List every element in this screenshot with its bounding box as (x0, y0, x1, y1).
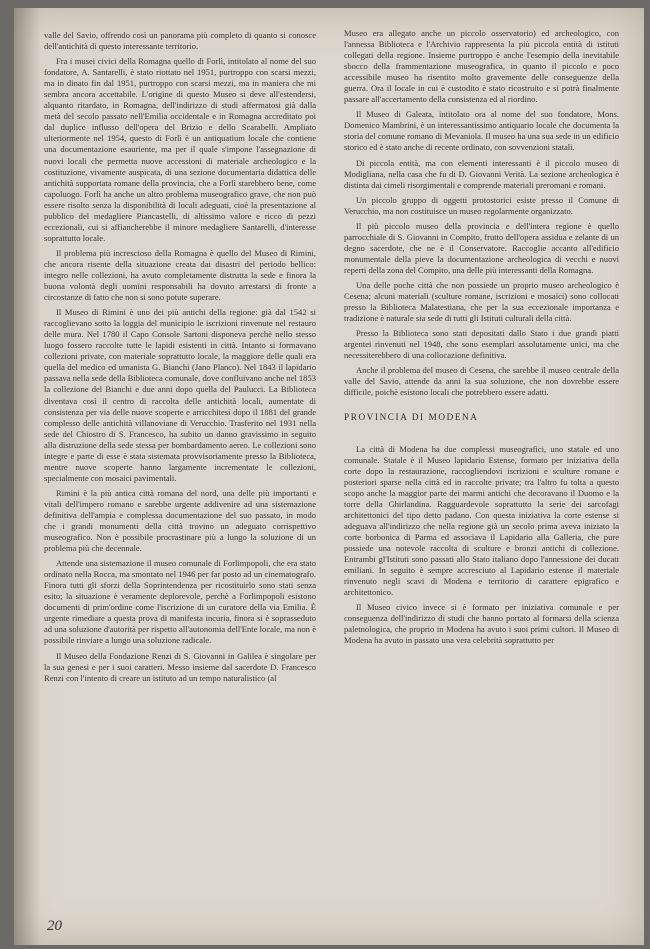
section-heading: PROVINCIA DI MODENA (344, 412, 479, 423)
paragraph: Presso la Biblioteca sono stati depositati dallo Stato i due grandi piatti argentei rinvenuti nel 1948, che sono esemplari assolutamente unici, ma che necessiterebbero di una collocazione definitiva. (344, 328, 619, 361)
paragraph: Anche il problema del museo di Cesena, che sarebbe il museo centrale della valle del Savio, attende da anni la sua soluzione, che non dovrebbe essere difficile, poichè esistono locali che potrebbero essere adatti. (344, 365, 619, 398)
paragraph: Il problema più increscioso della Romagna è quello del Museo di Rimini, che ancora risente della situazione creata dai disastri del periodo bellico: integro nelle collezioni, ha avuto completamente distrutta la sede e finora la buona volontà degli uomini responsabili ha dovuto arrestarsi di fronte a circostanze di fatto che non si sono potute superare. (44, 247, 316, 303)
paragraph: Il più piccolo museo della provincia e dell'intera regione è quello parrocchiale di S. Giovanni in Compito, frutto dell'opera assidua e zelante di un degno sacerdote, che ne è il Conservatore. Raccoglie accanto all'edificio monumentale della pieve la documentazione archeologica di vecchi e nuovi reperti della zona del Compito, una delle più interessanti della Romagna. (344, 220, 619, 275)
document-page (14, 8, 644, 945)
paragraph: Museo era allegato anche un piccolo osservatorio) ed archeologico, con l'annessa Biblioteca e l'Archivio rappresenta la più piccola entità di istituti collegati della regione. Insieme purtroppo è anche l'esempio della inevitabile sbocco della frammentazione museografica, in quanto il piccolo e poco accessibile museo ha risentito molto gravemente delle conseguenze della guerra. Ora il locale in cui è custodito è stato ricostruito e si potrà finalmente passare all'accertamento della consistenza ed al riordino. (344, 28, 619, 105)
page-fold-shadow (14, 8, 40, 945)
paragraph: Di piccola entità, ma con elementi interessanti è il piccolo museo di Modigliana, nella casa che fu di D. Giovanni Verità. La sezione archeologica è distinta dai cimeli risorgimentali e comprende materiali preromani e romani. (344, 157, 619, 190)
paragraph: Il Museo della Fondazione Renzi di S. Giovanni in Galilea è singolare per la sua genesi e per i suoi caratteri. Messo insieme dal sacerdote D. Francesco Renzi con l'intento di creare un istituto ad un tempo naturalistico (al (44, 650, 316, 683)
right-column (344, 28, 619, 650)
paragraph: Il Museo civico invece si è formato per iniziativa comunale e per conseguenza dell'indirizzo di studi che hanno portato al formarsi della scienza paletnologica, che proprio in Modena ha avuto i suoi primi cultori. Il Museo di Modena ha avuto in passato una vera celebrità soprattutto per (344, 602, 619, 646)
paragraph: Il Museo di Galeata, intitolato ora al nome del suo fondatore, Mons. Domenico Mambrini, è un interessantissimo antiquario locale che documenta la storia del comune romano di Mevaniola. Il museo ha una sua sede in un edificio storico ed è stato anche di recente ordinato, con sovvenzioni statali. (344, 109, 619, 153)
paragraph: Fra i musei civici della Romagna quello di Forlì, intitolato al nome del suo fondatore, A. Santarelli, è stato riottato nel 1951, purtroppo con scarsi mezzi, ma in dinato fin dal 1951, purtroppo con scarsi mezzi, ma in maniera che mi sembra ancora accettabile. L'origine di questo Museo si deve all'estendersi, alquanto ritardato, in Romagna, dell'indirizzo di studi affermatosi già dalla metà del secolo passato nell'Emilia occidentale e in Romagna accreditato poi dal duplice influsso dell'opera del Brizio e dello Scarabelli. Ampliato ulteriormente nel 1954, questo di Forlì è un antiquatium locale che contiene una documentazione esauriente, ma per il quale s'impone l'assegnazione di nuovi locali che permetta nuove accessioni di materiale archeologico e la costituzione, vivamente auspicata, di una sezione documentaria didattica delle antichità supportata romane della provincia, che a Forlì starebbero bene, come capoluogo. Forlì ha anche un altro problema museografico grave, che non può essere risolto senza la disponibilità di locali adeguati, cioè la presentazione al pubblico del medagliere Piancastelli, di altissimo valore e ricco di pezzi eccezionali, cui si affiancherebbe il minore medagliere Santarelli, d'interesse soprattutto locale. (44, 56, 316, 243)
paragraph: valle del Savio, offrendo così un panorama più completo di quanto si conosce dell'antichità di questo interessante territorio. (44, 30, 316, 52)
paragraph: Rimini è la più antica città romana del nord, una delle più importanti e vitali dell'impero romano e sarebbe urgente addivenire ad una sistemazione definitiva dell'ampia e complessa documentazione del suo passato, in modo che i grandi monumenti della città trovino un adeguato corrispettivo museografico. Non è possibile procrastinare più a lungo la soluzione di un problema più che decennale. (44, 487, 316, 554)
paragraph: Una delle poche città che non possiede un proprio museo archeologico è Cesena; alcuni materiali (sculture romane, iscrizioni e mosaici) sono collocati presso la Biblioteca Malatestiana, che per la sua eccezionale importanza e tradizione è naturale sia sede di tutti gli Istituti culturali della città. (344, 279, 619, 324)
paragraph: Attende una sistemazione il museo comunale di Forlimpopoli, che era stato ordinato nella Rocca, ma smontato nel 1946 per far posto ad un cinematografo. Finora tutti gli sforzi della Soprintendenza per ricostituirlo sono stati senza esito; la situazione è veramente deplorevole, perchè a Forlimpopoli esistono documenti di prim'ordine come l'iscrizione di un curatore della via Emilia. È urgente rimediare a questa prova di manifesta incuria, finora si è soprasseduto ad una soluzione d'autorità per rispetto all'autonomia dell'Ente locale, ma non è possibile rinviare a lungo una soluzione radicale. (44, 558, 316, 646)
page-number: 20 (47, 918, 62, 934)
paragraph: Il Museo di Rimini è uno dei più antichi della regione: già dal 1542 si raccoglievano sotto la loggia del municipio le iscrizioni rinvenute nel restauro delle mura. Nel 1780 il Capo Console Sartoni disponeva perchè nello stesso luogo fossero raccolte tutte le lapidi esistenti in città. Intanto si formavano collezioni private, con materiale soprattutto locale, la maggiore delle quali era quella del medico ed umanista G. Bianchi (Jano Planco). Nel 1843 il lapidario passava nella sede della Biblioteca comunale, dove confluivano anche nel 1853 la collezione del Bianchi e due anni dopo quella del Paulucci. La Biblioteca diventava così il centro di raccolta delle antichità locali, aumentate di consistenza per via delle nuove scoperte e arricchitesi dopo il 1881 del grande complesso delle antichità villanoviane di Verucchio. Trasferito nel 1931 nella sede del Chiostro di S. Francesco, ha subito un danno gravissimo in seguito alla distruzione della sede stessa per bombardamento aereo. Le collezioni sono integre e parte di esse è stata sistemata provvisoriamente presso la Biblioteca, mentre nuove scoperte hanno largamente incrementate le collezioni, specialmente con mosaici pavimentali. (44, 307, 316, 483)
paragraph: Un piccolo gruppo di oggetti protostorici esiste presso il Comune di Verucchio, ma non costituisce un museo regolarmente organizzato. (344, 194, 619, 216)
left-column (44, 30, 316, 688)
paragraph: La città di Modena ha due complessi museografici, uno statale ed uno comunale. Statale è il Museo lapidario Estense, formato per iniziativa della corte dopo la restaurazione, raccogliendovi iscrizioni e sculture romane e posteriori sparse nella città ed in raccolte private; tra l'altro fu tolta a questo scopo anche la maggior parte dei marmi antichi che decoravano il Duomo e la torre della Ghirlandina. Ragguardevole soprattutto la serie dei sarcofagi architettonici del tipo detto padano. Con questa iniziativa la corte estense si adeguava all'indirizzo che nella regione già un secolo prima aveva iniziato la corte borbonica di Parma ed associava il Lapidario alla Galleria, che pure possiede una notevole raccolta di sculture e bronzi antichi di collezione. Entrambi gl'Istituti sono passati allo Stato italiano dopo l'annessione dei ducati emiliani. In seguito è sempre accresciuto al Lapidario estense il materiale rinvenuto negli scavi di Modena e territorio di carattere epigrafico e architettonico. (344, 443, 619, 598)
